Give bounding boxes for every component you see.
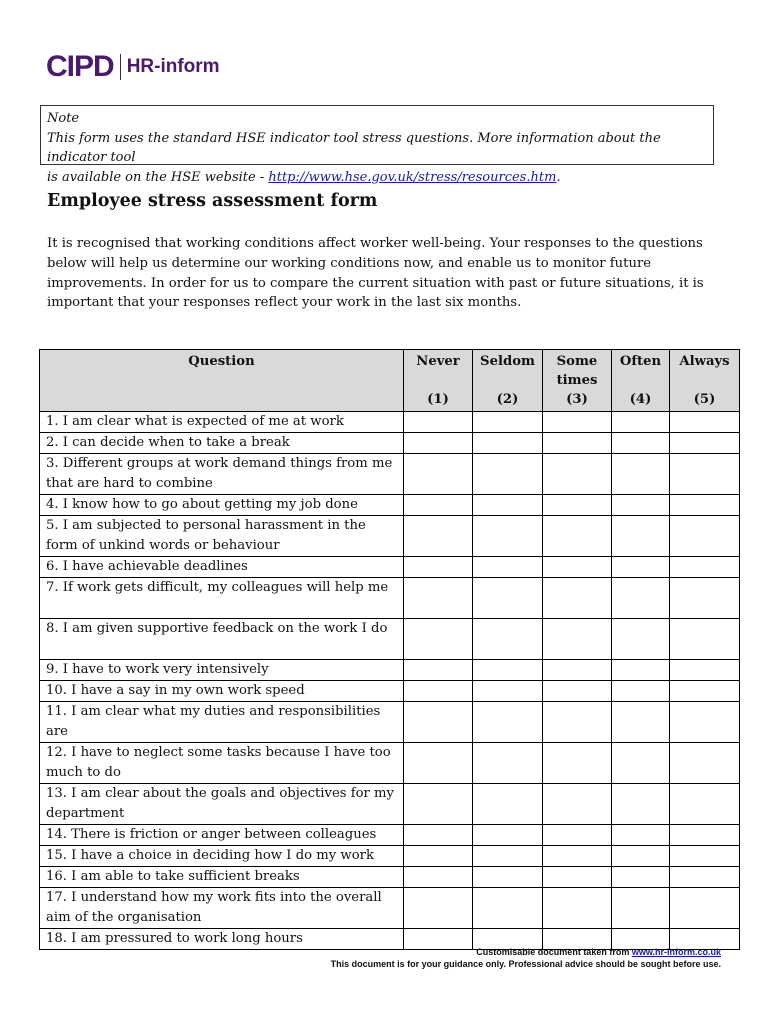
question-row [40, 660, 740, 681]
answer-cell-often[interactable] [612, 681, 670, 702]
question-row [40, 578, 740, 619]
answer-cell-always[interactable] [670, 825, 740, 846]
question-row [40, 454, 740, 495]
answer-cell-often[interactable] [612, 702, 670, 743]
answer-cell-some-times[interactable] [543, 557, 612, 578]
answer-cell-seldom[interactable] [473, 495, 543, 516]
question-row [40, 888, 740, 929]
col-header-seldom: Seldom (2) [473, 350, 543, 412]
answer-cell-some-times[interactable] [543, 743, 612, 784]
answer-cell-some-times[interactable] [543, 412, 612, 433]
answer-cell-never[interactable] [404, 454, 473, 495]
answer-cell-often[interactable] [612, 846, 670, 867]
answer-cell-seldom[interactable] [473, 454, 543, 495]
note-line1: This form uses the standard HSE indicator tool stress questions. More information about the indicator tool [47, 130, 661, 165]
answer-cell-never[interactable] [404, 433, 473, 454]
logo-brand: CIPD [46, 50, 114, 83]
col-header-some-times: Some times (3) [543, 350, 612, 412]
answer-cell-seldom[interactable] [473, 825, 543, 846]
question-text: 8. I am given supportive feedback on the work I do [40, 619, 404, 660]
answer-cell-always[interactable] [670, 660, 740, 681]
answer-cell-always[interactable] [670, 784, 740, 825]
question-text: 2. I can decide when to take a break [40, 433, 404, 454]
col-header-always: Always (5) [670, 350, 740, 412]
answer-cell-often[interactable] [612, 578, 670, 619]
question-row [40, 495, 740, 516]
answer-cell-often[interactable] [612, 825, 670, 846]
answer-cell-never[interactable] [404, 867, 473, 888]
answer-cell-seldom[interactable] [473, 867, 543, 888]
answer-cell-some-times[interactable] [543, 578, 612, 619]
logo-divider [120, 54, 121, 80]
question-text: 1. I am clear what is expected of me at work [40, 412, 404, 433]
answer-cell-often[interactable] [612, 619, 670, 660]
question-text: 15. I have a choice in deciding how I do my work [40, 846, 404, 867]
answer-cell-always[interactable] [670, 578, 740, 619]
question-text: 11. I am clear what my duties and responsibilities are [40, 702, 404, 743]
question-text: 14. There is friction or anger between colleagues [40, 825, 404, 846]
questions-body [40, 412, 740, 950]
answer-cell-seldom[interactable] [473, 433, 543, 454]
question-row [40, 516, 740, 557]
question-text: 13. I am clear about the goals and objectives for my department [40, 784, 404, 825]
note-label: Note [47, 111, 80, 126]
answer-cell-some-times[interactable] [543, 784, 612, 825]
answer-cell-seldom[interactable] [473, 846, 543, 867]
answer-cell-often[interactable] [612, 743, 670, 784]
answer-cell-always[interactable] [670, 412, 740, 433]
answer-cell-always[interactable] [670, 867, 740, 888]
question-row [40, 846, 740, 867]
logo [46, 52, 220, 82]
question-row [40, 681, 740, 702]
answer-cell-often[interactable] [612, 454, 670, 495]
hr-inform-link[interactable]: www.hr-inform.co.uk [631, 947, 721, 957]
header-row [40, 350, 740, 412]
answer-cell-always[interactable] [670, 846, 740, 867]
question-row [40, 412, 740, 433]
question-text: 3. Different groups at work demand things from me that are hard to combine [40, 454, 404, 495]
answer-cell-often[interactable] [612, 516, 670, 557]
col-header-never: Never (1) [404, 350, 473, 412]
question-text: 7. If work gets difficult, my colleagues will help me [40, 578, 404, 619]
answer-cell-never[interactable] [404, 888, 473, 929]
answer-cell-never[interactable] [404, 681, 473, 702]
answer-cell-never[interactable] [404, 825, 473, 846]
answer-cell-often[interactable] [612, 867, 670, 888]
question-text: 4. I know how to go about getting my job done [40, 495, 404, 516]
answer-cell-always[interactable] [670, 681, 740, 702]
note-box [40, 105, 714, 185]
answer-cell-some-times[interactable] [543, 867, 612, 888]
answer-cell-always[interactable] [670, 743, 740, 784]
answer-cell-seldom[interactable] [473, 784, 543, 825]
answer-cell-often[interactable] [612, 557, 670, 578]
answer-cell-never[interactable] [404, 702, 473, 743]
answer-cell-often[interactable] [612, 433, 670, 454]
footer-disclaimer: This document is for your guidance only. Professional advice should be sought before use. [330, 959, 721, 969]
answer-cell-never[interactable] [404, 557, 473, 578]
answer-cell-always[interactable] [670, 433, 740, 454]
answer-cell-never[interactable] [404, 619, 473, 660]
answer-cell-never[interactable] [404, 743, 473, 784]
answer-cell-often[interactable] [612, 888, 670, 929]
hse-link[interactable]: http://www.hse.gov.uk/stress/resources.htm [268, 169, 557, 185]
answer-cell-some-times[interactable] [543, 888, 612, 929]
footer-source-text: Customisable document taken from [476, 947, 632, 957]
answer-cell-never[interactable] [404, 784, 473, 825]
answer-cell-seldom[interactable] [473, 743, 543, 784]
question-text: 5. I am subjected to personal harassment in the form of unkind words or behaviour [40, 516, 404, 557]
col-header-often: Often (4) [612, 350, 670, 412]
answer-cell-often[interactable] [612, 784, 670, 825]
answer-cell-some-times[interactable] [543, 660, 612, 681]
answer-cell-some-times[interactable] [543, 454, 612, 495]
answer-cell-always[interactable] [670, 495, 740, 516]
question-row [40, 557, 740, 578]
question-row [40, 702, 740, 743]
answer-cell-never[interactable] [404, 516, 473, 557]
question-row [40, 433, 740, 454]
answer-cell-often[interactable] [612, 660, 670, 681]
logo-product: HR-inform [126, 56, 220, 77]
footer-source [330, 946, 721, 958]
answer-cell-seldom[interactable] [473, 578, 543, 619]
question-text: 6. I have achievable deadlines [40, 557, 404, 578]
answer-cell-always[interactable] [670, 888, 740, 929]
answer-cell-often[interactable] [612, 495, 670, 516]
answer-cell-never[interactable] [404, 846, 473, 867]
answer-cell-seldom[interactable] [473, 557, 543, 578]
note-line2 [47, 168, 707, 188]
answer-cell-some-times[interactable] [543, 495, 612, 516]
stress-questions-table [39, 349, 740, 950]
answer-cell-never[interactable] [404, 412, 473, 433]
question-text: 17. I understand how my work fits into the overall aim of the organisation [40, 888, 404, 929]
answer-cell-some-times[interactable] [543, 619, 612, 660]
question-text: 16. I am able to take sufficient breaks [40, 867, 404, 888]
answer-cell-seldom[interactable] [473, 619, 543, 660]
question-text: 18. I am pressured to work long hours [40, 929, 404, 950]
answer-cell-never[interactable] [404, 495, 473, 516]
question-row [40, 867, 740, 888]
answer-cell-often[interactable] [612, 412, 670, 433]
answer-cell-some-times[interactable] [543, 433, 612, 454]
answer-cell-some-times[interactable] [543, 846, 612, 867]
answer-cell-seldom[interactable] [473, 412, 543, 433]
answer-cell-seldom[interactable] [473, 702, 543, 743]
answer-cell-never[interactable] [404, 578, 473, 619]
answer-cell-always[interactable] [670, 454, 740, 495]
answer-cell-always[interactable] [670, 557, 740, 578]
answer-cell-always[interactable] [670, 702, 740, 743]
answer-cell-some-times[interactable] [543, 702, 612, 743]
intro-paragraph: It is recognised that working conditions affect worker well-being. Your responses to the questions below will help us determine our working conditions now, and enable us to monitor future improvements. In order for us to compare the current situation with past or future situations, it is important that your responses reflect your work in the last six months. [47, 236, 704, 311]
answer-cell-seldom[interactable] [473, 660, 543, 681]
answer-cell-seldom[interactable] [473, 888, 543, 929]
note-line2-prefix: is available on the HSE website - [47, 169, 269, 185]
question-text: 12. I have to neglect some tasks because I have too much to do [40, 743, 404, 784]
question-row [40, 825, 740, 846]
question-row [40, 619, 740, 660]
note-line2-suffix: . [556, 169, 561, 185]
answer-cell-some-times[interactable] [543, 825, 612, 846]
question-row [40, 784, 740, 825]
answer-cell-seldom[interactable] [473, 516, 543, 557]
question-text: 10. I have a say in my own work speed [40, 681, 404, 702]
page-title: Employee stress assessment form [47, 191, 378, 211]
answer-cell-some-times[interactable] [543, 516, 612, 557]
question-text: 9. I have to work very intensively [40, 660, 404, 681]
answer-cell-some-times[interactable] [543, 681, 612, 702]
answer-cell-always[interactable] [670, 516, 740, 557]
answer-cell-seldom[interactable] [473, 681, 543, 702]
answer-cell-never[interactable] [404, 660, 473, 681]
question-header: Question [40, 350, 404, 412]
question-row [40, 743, 740, 784]
answer-cell-always[interactable] [670, 619, 740, 660]
